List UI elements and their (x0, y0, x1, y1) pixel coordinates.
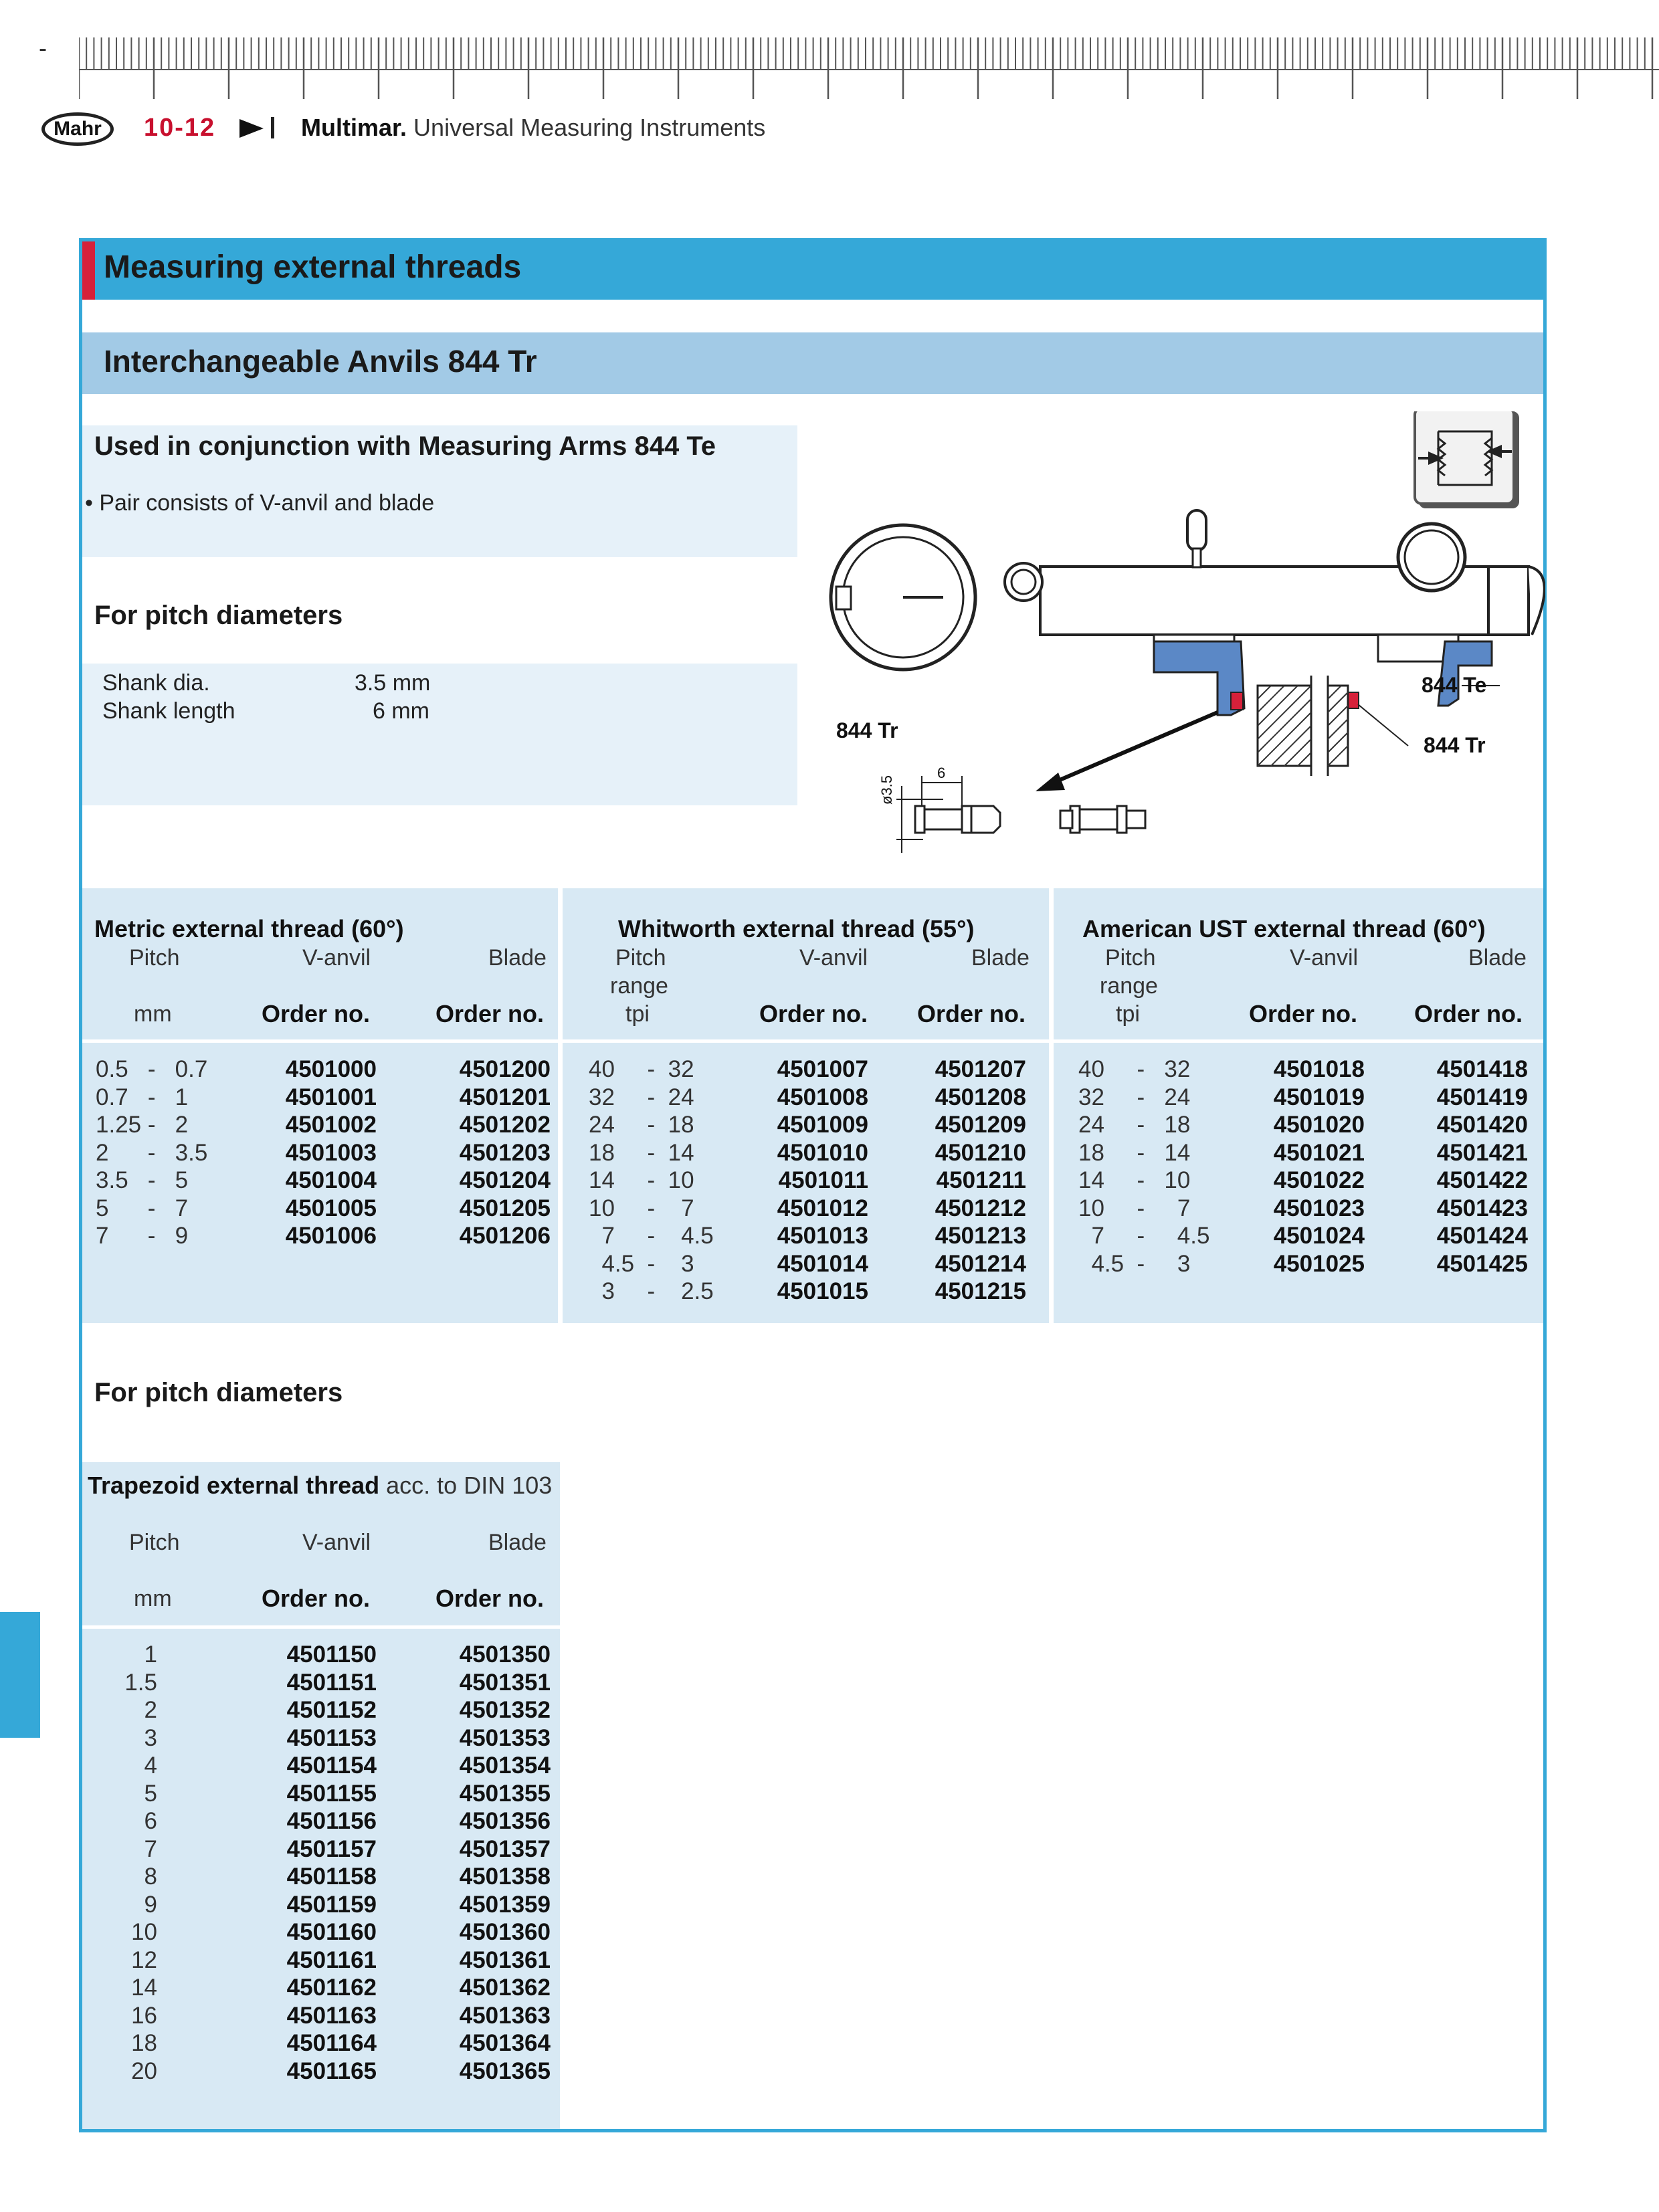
pitch-range-cell: 32 - 24 (589, 1084, 694, 1110)
blade-order-cell: 4501423 (1436, 1195, 1528, 1221)
table-row (96, 1195, 551, 1223)
pitch-range-cell: 5 - 7 (96, 1195, 189, 1221)
table-row (96, 1167, 551, 1195)
trapezoid-rows (96, 1641, 551, 2085)
v-anvil-order-cell: 4501159 (286, 1891, 377, 1918)
blade-order-cell: 4501206 (459, 1223, 551, 1249)
v-anvil-order-cell: 4501021 (1273, 1139, 1365, 1166)
table-row (1078, 1111, 1528, 1139)
pitch-range-cell: 1.5 (124, 1669, 157, 1696)
v-anvil-order-cell: 4501020 (1273, 1112, 1365, 1138)
blade-order-cell: 4501425 (1436, 1250, 1528, 1277)
pitch-range-cell: 7 - 9 (96, 1223, 189, 1249)
spec-label-shank-dia: Shank dia. (102, 670, 210, 696)
pitch-range-cell: 18 - 14 (1078, 1139, 1191, 1166)
table-row (96, 1752, 551, 1780)
pitch-range-cell: 5 (144, 1780, 157, 1807)
blade-order-cell: 4501357 (459, 1835, 551, 1862)
metric-rows (96, 1055, 551, 1250)
table-header-rule (82, 1039, 1543, 1043)
spec-label-shank-length: Shank length (102, 698, 235, 724)
pitch-range-cell: 4 (144, 1752, 157, 1779)
blade-order-cell: 4501212 (935, 1195, 1026, 1221)
table-row (96, 1669, 551, 1697)
label-844-tr-right: 844 Tr (1424, 733, 1486, 757)
pitch-range-cell: 40 - 32 (589, 1056, 694, 1082)
table-row (1078, 1084, 1528, 1112)
blade-order-cell: 4501353 (459, 1724, 551, 1751)
pitch-range-cell: 9 (144, 1891, 157, 1918)
v-anvil-order-cell: 4501012 (777, 1195, 868, 1221)
american-rows (1078, 1055, 1528, 1278)
v-anvil-order-cell: 4501024 (1273, 1223, 1365, 1249)
pitch-range-cell: 7 - 4.5 (1078, 1223, 1210, 1249)
v-anvil-order-cell: 4501160 (286, 1919, 377, 1945)
play-arrow-icon (239, 118, 264, 139)
v-anvil-order-cell: 4501165 (286, 2057, 377, 2084)
american-order-b: Order no. (1414, 1000, 1523, 1027)
v-anvil-order-cell: 4501008 (777, 1084, 868, 1110)
pitch-range-cell: 40 - 32 (1078, 1056, 1191, 1082)
label-844-tr-left: 844 Tr (836, 718, 898, 742)
table-row (96, 1835, 551, 1864)
pitch-range-cell: 3 - 2.5 (589, 1278, 714, 1304)
pitch-range-cell: 3 (144, 1724, 157, 1751)
table-row (96, 1891, 551, 1919)
american-title: American UST external thread (60°) (1082, 915, 1486, 942)
table-row (1078, 1222, 1528, 1250)
pitch-range-cell: 14 - 10 (589, 1167, 694, 1193)
blade-order-cell: 4501351 (459, 1669, 551, 1696)
v-anvil-order-cell: 4501152 (286, 1697, 377, 1723)
table-row (1078, 1139, 1528, 1167)
blade-order-cell: 4501361 (459, 1946, 551, 1973)
pitch-range-cell: 4.5 - 3 (1078, 1250, 1191, 1277)
v-anvil-order-cell: 4501014 (777, 1250, 868, 1277)
v-anvil-order-cell: 4501155 (286, 1780, 377, 1807)
v-anvil-order-cell: 4501019 (1273, 1084, 1365, 1110)
pitch-range-cell: 8 (144, 1864, 157, 1890)
metric-order-v: Order no. (262, 1000, 371, 1027)
pitch-range-cell: 7 - 4.5 (589, 1223, 714, 1249)
table-row (96, 1974, 551, 2002)
v-anvil-order-cell: 4501023 (1273, 1195, 1365, 1221)
blade-order-cell: 4501360 (459, 1919, 551, 1945)
blade-order-cell: 4501204 (459, 1167, 551, 1193)
trapezoid-col-pitch: Pitch (129, 1530, 180, 1555)
table-divider-2 (1049, 888, 1054, 1323)
v-anvil-order-cell: 4501011 (778, 1167, 868, 1193)
pitch-range-cell: 0.5 - 0.7 (96, 1056, 208, 1082)
usage-heading: Used in conjunction with Measuring Arms 844 Te (94, 431, 716, 461)
blade-order-cell: 4501422 (1436, 1167, 1528, 1193)
whitworth-rows (589, 1055, 1028, 1306)
v-anvil-order-cell: 4501164 (286, 2030, 377, 2056)
trapezoid-order-v: Order no. (262, 1585, 371, 1612)
spec-value-shank-dia: 3.5 mm (355, 670, 431, 696)
american-col-blade: Blade (1468, 945, 1527, 971)
blade-order-cell: 4501203 (459, 1139, 551, 1166)
mahr-logo: Mahr (41, 112, 114, 146)
subsection-title: Interchangeable Anvils 844 Tr (104, 344, 537, 379)
trapezoid-title-bold: Trapezoid external thread (88, 1472, 380, 1499)
pitch-heading-2: For pitch diameters (94, 1378, 343, 1407)
table-row (96, 1139, 551, 1167)
metric-col-blade: Blade (488, 945, 547, 971)
pitch-range-cell: 32 - 24 (1078, 1084, 1191, 1110)
whitworth-col-range: range (610, 973, 668, 999)
pitch-range-cell: 1.25 - 2 (96, 1112, 189, 1138)
table-row (1078, 1167, 1528, 1195)
blade-order-cell: 4501200 (459, 1056, 551, 1082)
blade-order-cell: 4501418 (1436, 1056, 1528, 1082)
blade-order-cell: 4501213 (935, 1223, 1026, 1249)
blade-order-cell: 4501419 (1436, 1084, 1528, 1110)
blade-order-cell: 4501421 (1436, 1139, 1528, 1166)
blade-order-cell: 4501355 (459, 1780, 551, 1807)
header-subtitle: Universal Measuring Instruments (413, 114, 766, 141)
table-row (589, 1139, 1028, 1167)
american-col-vanvil: V-anvil (1290, 945, 1359, 971)
metric-order-b: Order no. (435, 1000, 545, 1027)
table-row (96, 2057, 551, 2086)
v-anvil-order-cell: 4501162 (286, 1975, 377, 2001)
table-row (589, 1167, 1028, 1195)
pitch-range-cell: 2 - 3.5 (96, 1139, 208, 1166)
table-row (96, 1084, 551, 1112)
dimension-length: 6 (937, 765, 946, 781)
blade-order-cell: 4501205 (459, 1195, 551, 1221)
whitworth-col-blade: Blade (971, 945, 1030, 971)
whitworth-col-pitch: Pitch (615, 945, 666, 971)
trapezoid-col-vanvil: V-anvil (302, 1530, 371, 1555)
pitch-range-cell: 12 (131, 1946, 157, 1973)
v-anvil-order-cell: 4501009 (777, 1112, 868, 1138)
blade-order-cell: 4501207 (935, 1056, 1026, 1082)
pitch-range-cell: 24 - 18 (1078, 1112, 1191, 1138)
page-mark: - (39, 34, 47, 62)
whitworth-col-vanvil: V-anvil (799, 945, 868, 971)
metric-unit: mm (134, 1001, 172, 1027)
pitch-range-cell: 10 - 7 (589, 1195, 694, 1221)
table-row (1078, 1055, 1528, 1084)
trapezoid-col-blade: Blade (488, 1530, 547, 1555)
ruler-graphic (79, 35, 1659, 102)
blade-order-cell: 4501214 (935, 1250, 1026, 1277)
table-row (96, 1055, 551, 1084)
table-row (1078, 1250, 1528, 1278)
dimension-diameter: ø3.5 (878, 775, 895, 805)
pitch-range-cell: 10 - 7 (1078, 1195, 1191, 1221)
table-row (96, 2029, 551, 2057)
metric-title: Metric external thread (60°) (94, 915, 404, 942)
table-row (589, 1055, 1028, 1084)
whitworth-order-b: Order no. (917, 1000, 1026, 1027)
table-row (96, 1918, 551, 1946)
american-order-v: Order no. (1249, 1000, 1358, 1027)
v-anvil-order-cell: 4501013 (777, 1223, 868, 1249)
v-anvil-order-cell: 4501015 (777, 1278, 868, 1304)
trapezoid-header-rule (82, 1625, 560, 1629)
v-anvil-order-cell: 4501150 (286, 1641, 377, 1668)
blade-order-cell: 4501210 (935, 1139, 1026, 1166)
trapezoid-order-b: Order no. (435, 1585, 545, 1612)
pitch-range-cell: 2 (144, 1697, 157, 1723)
table-row (96, 1807, 551, 1835)
pitch-range-cell: 4.5 - 3 (589, 1250, 694, 1277)
whitworth-order-v: Order no. (759, 1000, 868, 1027)
trapezoid-title (88, 1472, 552, 1500)
pitch-range-cell: 24 - 18 (589, 1112, 694, 1138)
pitch-range-cell: 3.5 - 5 (96, 1167, 189, 1193)
v-anvil-order-cell: 4501156 (286, 1808, 377, 1834)
usage-bullet: • Pair consists of V-anvil and blade (85, 490, 435, 516)
metric-col-vanvil: V-anvil (302, 945, 371, 971)
v-anvil-order-cell: 4501010 (777, 1139, 868, 1166)
blade-order-cell: 4501359 (459, 1891, 551, 1918)
v-anvil-order-cell: 4501007 (777, 1056, 868, 1082)
trapezoid-title-rest: acc. to DIN 103 (379, 1472, 553, 1499)
table-row (96, 1863, 551, 1891)
v-anvil-order-cell: 4501004 (285, 1167, 377, 1193)
table-row (589, 1084, 1028, 1112)
blade-order-cell: 4501362 (459, 1975, 551, 2001)
v-anvil-order-cell: 4501002 (285, 1112, 377, 1138)
trapezoid-unit: mm (134, 1586, 172, 1611)
table-divider-1 (558, 888, 563, 1323)
blade-order-cell: 4501356 (459, 1808, 551, 1834)
v-anvil-order-cell: 4501018 (1273, 1056, 1365, 1082)
american-col-range: range (1100, 973, 1158, 999)
blade-order-cell: 4501211 (936, 1167, 1026, 1193)
blade-order-cell: 4501358 (459, 1864, 551, 1890)
v-anvil-order-cell: 4501025 (1273, 1250, 1365, 1277)
table-row (96, 1724, 551, 1752)
table-row (96, 1222, 551, 1250)
pitch-range-cell: 0.7 - 1 (96, 1084, 189, 1110)
brand-name: Multimar. (301, 114, 407, 141)
label-844-te: 844 Te (1422, 673, 1487, 697)
blade-order-cell: 4501365 (459, 2057, 551, 2084)
chapter-tab (0, 1612, 40, 1738)
table-row (589, 1278, 1028, 1306)
blade-order-cell: 4501209 (935, 1112, 1026, 1138)
table-row (96, 1696, 551, 1724)
pitch-range-cell: 18 (131, 2030, 157, 2056)
spec-value-shank-length: 6 mm (373, 698, 429, 724)
table-row (589, 1250, 1028, 1278)
pitch-range-cell: 14 - 10 (1078, 1167, 1191, 1193)
header-divider (271, 117, 274, 138)
table-row (96, 1946, 551, 1975)
blade-order-cell: 4501201 (459, 1084, 551, 1110)
v-anvil-order-cell: 4501157 (286, 1835, 377, 1862)
v-anvil-order-cell: 4501161 (286, 1946, 377, 1973)
pitch-range-cell: 20 (131, 2057, 157, 2084)
v-anvil-order-cell: 4501000 (285, 1056, 377, 1082)
table-row (96, 1780, 551, 1808)
pitch-range-cell: 10 (131, 1919, 157, 1945)
pitch-range-cell: 7 (144, 1835, 157, 1862)
metric-col-pitch: Pitch (129, 945, 180, 971)
blade-order-cell: 4501352 (459, 1697, 551, 1723)
pitch-heading-1: For pitch diameters (94, 601, 343, 630)
blade-order-cell: 4501364 (459, 2030, 551, 2056)
v-anvil-order-cell: 4501006 (285, 1223, 377, 1249)
blade-order-cell: 4501215 (935, 1278, 1026, 1304)
table-row (96, 1641, 551, 1669)
american-unit: tpi (1116, 1001, 1140, 1027)
table-row (96, 1111, 551, 1139)
table-row (589, 1195, 1028, 1223)
blade-order-cell: 4501202 (459, 1112, 551, 1138)
pitch-range-cell: 16 (131, 2002, 157, 2029)
blade-order-cell: 4501424 (1436, 1223, 1528, 1249)
v-anvil-order-cell: 4501154 (286, 1752, 377, 1779)
table-row (589, 1222, 1028, 1250)
v-anvil-order-cell: 4501003 (285, 1139, 377, 1166)
v-anvil-order-cell: 4501022 (1273, 1167, 1365, 1193)
page-number: 10-12 (144, 114, 216, 142)
blade-order-cell: 4501354 (459, 1752, 551, 1779)
blade-order-cell: 4501208 (935, 1084, 1026, 1110)
pitch-range-cell: 6 (144, 1808, 157, 1834)
blade-order-cell: 4501420 (1436, 1112, 1528, 1138)
table-row (589, 1111, 1028, 1139)
measuring-arm-drawing (803, 411, 1545, 873)
pitch-range-cell: 14 (131, 1975, 157, 2001)
table-row (96, 2002, 551, 2030)
running-head (301, 114, 765, 142)
pitch-range-cell: 1 (144, 1641, 157, 1668)
thread-measurement-icon (1415, 411, 1519, 508)
blade-order-cell: 4501363 (459, 2002, 551, 2029)
v-anvil-order-cell: 4501005 (285, 1195, 377, 1221)
v-anvil-order-cell: 4501163 (286, 2002, 377, 2029)
v-anvil-order-cell: 4501153 (286, 1724, 377, 1751)
v-anvil-order-cell: 4501158 (286, 1864, 377, 1890)
v-anvil-order-cell: 4501001 (285, 1084, 377, 1110)
whitworth-unit: tpi (625, 1001, 650, 1027)
v-anvil-order-cell: 4501151 (286, 1669, 377, 1696)
table-row (1078, 1195, 1528, 1223)
pitch-range-cell: 18 - 14 (589, 1139, 694, 1166)
section-title: Measuring external threads (104, 249, 522, 285)
whitworth-title: Whitworth external thread (55°) (618, 915, 975, 942)
american-col-pitch: Pitch (1105, 945, 1156, 971)
blade-order-cell: 4501350 (459, 1641, 551, 1668)
